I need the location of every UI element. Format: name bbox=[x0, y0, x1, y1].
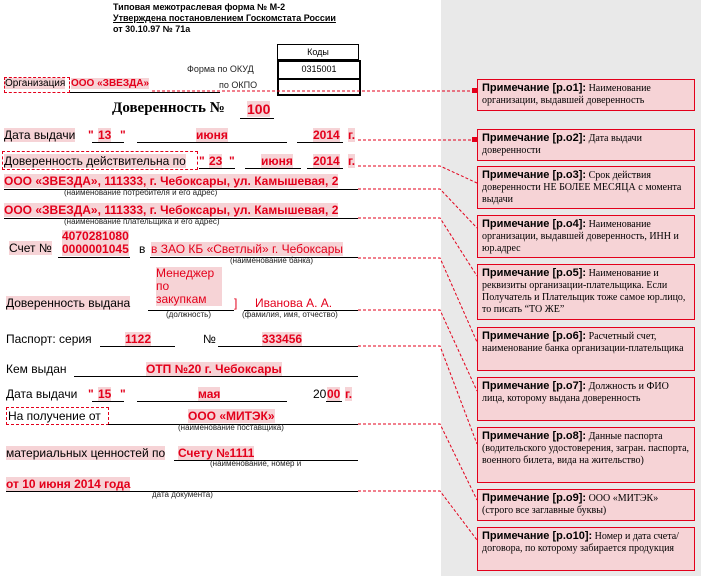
passport-month[interactable]: мая bbox=[198, 387, 221, 401]
valid-quote-close: " bbox=[229, 154, 235, 168]
passport-day[interactable]: 15 bbox=[98, 387, 112, 401]
issue-quote-open: " bbox=[88, 128, 94, 142]
note-1-text: Наименование организации, выдавшей доверенность bbox=[482, 83, 651, 106]
position-caption: (должность) bbox=[166, 310, 211, 319]
comment-note-3[interactable] bbox=[477, 166, 695, 209]
passport-date-label: Дата выдачи bbox=[6, 387, 78, 401]
form-type-line: Типовая межотраслевая форма № М-2 bbox=[113, 2, 286, 12]
valid-quote-open: " bbox=[199, 154, 205, 168]
payer-value[interactable]: ООО «ЗВЕЗДА», 111333, г. Чебоксары, ул. Камышевая, 2 bbox=[4, 203, 339, 217]
bank-value[interactable]: в ЗАО КБ «Светлый» г. Чебоксары bbox=[151, 242, 344, 256]
document-number[interactable]: 100 bbox=[247, 101, 271, 117]
issue-date-label: Дата выдачи bbox=[4, 128, 76, 142]
note-6-head: Примечание [p.o6]: bbox=[482, 330, 587, 342]
consumer-value[interactable]: ООО «ЗВЕЗДА», 111333, г. Чебоксары, ул. Камышевая, 2 bbox=[4, 174, 339, 188]
issue-quote-close: " bbox=[120, 128, 126, 142]
passport-number[interactable]: 333456 bbox=[262, 332, 303, 346]
valid-year[interactable]: 2014 bbox=[313, 154, 340, 168]
passport-g: г. bbox=[345, 387, 353, 401]
materials-doc-date[interactable]: от 10 июня 2014 года bbox=[6, 477, 131, 491]
comment-note-5[interactable] bbox=[477, 264, 695, 320]
okpo-label: по ОКПО bbox=[219, 80, 258, 90]
note-8-head: Примечание [p.o8]: bbox=[482, 430, 587, 442]
name-caption: (фамилия, имя, отчество) bbox=[242, 310, 338, 319]
note-5-head: Примечание [p.o5]: bbox=[482, 267, 587, 279]
document-title: Доверенность № bbox=[112, 100, 225, 116]
note-4-head: Примечание [p.o4]: bbox=[482, 218, 587, 230]
issue-month[interactable]: июня bbox=[196, 128, 228, 142]
materials-label: материальных ценностей по bbox=[6, 446, 166, 460]
supplier-caption: (наименование поставщика) bbox=[178, 423, 284, 432]
name-value[interactable]: Иванова А. А. bbox=[255, 296, 333, 310]
doc-date-caption: дата документа) bbox=[152, 490, 213, 499]
org-value[interactable]: ООО «ЗВЕЗДА» bbox=[71, 78, 150, 89]
approved-line: Утверждена постановлением Госкомстата России bbox=[113, 13, 336, 23]
issued-by-value[interactable]: ОТП №20 г. Чебоксары bbox=[146, 362, 282, 376]
materials-doc[interactable]: Счету №1111 bbox=[178, 446, 255, 460]
materials-caption: (наименование, номер и bbox=[210, 459, 302, 468]
note-7-text: Должность и ФИО лица, которому выдана доверенность bbox=[482, 381, 669, 404]
valid-until-label: Доверенность действительна по bbox=[4, 154, 186, 168]
okud-label: Форма по ОКУД bbox=[187, 64, 254, 74]
passport-number-label: № bbox=[203, 332, 216, 346]
passport-year[interactable]: 00 bbox=[327, 387, 341, 401]
comment-note-6[interactable] bbox=[477, 327, 695, 371]
note-8-text: Данные паспорта (водительского удостоверения, загран. паспорта, военного билета, вида на жительство) bbox=[482, 431, 690, 466]
note-6-text: Расчетный счет, наименование банка организации-плательщика bbox=[482, 331, 684, 354]
supplier-value[interactable]: ООО «МИТЭК» bbox=[188, 409, 275, 423]
note-7-head: Примечание [p.o7]: bbox=[482, 380, 587, 392]
note-3-head: Примечание [p.o3]: bbox=[482, 169, 587, 181]
comment-note-10[interactable] bbox=[477, 527, 695, 571]
valid-month[interactable]: июня bbox=[261, 154, 293, 168]
position-value[interactable]: Менеджер по закупкам bbox=[156, 267, 222, 306]
note-10-text: Номер и дата счета/договора, по которому забирается продукция bbox=[482, 531, 679, 554]
note-4-text: Наименование организации, выдавшей доверенность, ИНН и юр.адрес bbox=[482, 219, 679, 254]
issue-year[interactable]: 2014 bbox=[313, 128, 340, 142]
note-3-text: Срок действия доверенности НЕ БОЛЕЕ МЕСЯЦА с момента выдачи bbox=[482, 170, 682, 205]
comment-note-7[interactable] bbox=[477, 377, 695, 421]
issue-day[interactable]: 13 bbox=[98, 128, 112, 142]
comment-note-2[interactable] bbox=[477, 129, 695, 161]
receive-label: На получение от bbox=[8, 409, 101, 423]
passport-year-prefix: 20 bbox=[313, 387, 327, 401]
valid-g: г. bbox=[348, 154, 356, 168]
valid-day[interactable]: 23 bbox=[209, 154, 223, 168]
account-number-line1[interactable]: 4070281080 bbox=[62, 229, 129, 243]
passport-quote-close: " bbox=[120, 387, 126, 401]
account-number-line2[interactable]: 0000001045 bbox=[62, 242, 129, 256]
note-9-head: Примечание [p.o9]: bbox=[482, 492, 587, 504]
passport-series[interactable]: 1122 bbox=[125, 332, 152, 346]
account-in-label: в bbox=[139, 242, 146, 256]
note-2-text: Дата выдачи доверенности bbox=[482, 133, 642, 156]
decree-date-line: от 30.10.97 № 71а bbox=[113, 24, 191, 34]
note-1-head: Примечание [p.o1]: bbox=[482, 82, 587, 94]
org-label: Организация bbox=[5, 78, 66, 89]
account-label: Счет № bbox=[9, 241, 52, 255]
consumer-caption: (наименование потребителя и его адрес) bbox=[64, 188, 218, 197]
issued-to-label: Доверенность выдана bbox=[6, 296, 131, 310]
codes-header: Коды bbox=[277, 44, 359, 60]
note-9-text: ООО «МИТЭК» (строго все заглавные буквы) bbox=[482, 493, 659, 516]
payer-caption: (наименование плательщика и его адрес) bbox=[64, 217, 220, 226]
note-2-head: Примечание [p.o2]: bbox=[482, 132, 587, 144]
comment-note-9[interactable] bbox=[477, 489, 695, 521]
note-5-text: Наименование и реквизиты организации-плательщика. Если Получатель и Плательщик тоже самое юр.лицо, то писать “ТО ЖЕ” bbox=[482, 268, 686, 315]
issue-g: г. bbox=[348, 128, 356, 142]
okud-code-cell[interactable]: 0315001 bbox=[277, 60, 361, 80]
note-10-head: Примечание [p.o10]: bbox=[482, 530, 593, 542]
comment-note-8[interactable] bbox=[477, 427, 695, 483]
comment-note-4[interactable] bbox=[477, 215, 695, 258]
passport-series-label: Паспорт: серия bbox=[6, 332, 92, 346]
passport-quote-open: " bbox=[88, 387, 94, 401]
comment-note-1[interactable] bbox=[477, 79, 695, 111]
bank-caption: (наименование банка) bbox=[230, 256, 314, 265]
issued-by-label: Кем выдан bbox=[6, 362, 67, 376]
